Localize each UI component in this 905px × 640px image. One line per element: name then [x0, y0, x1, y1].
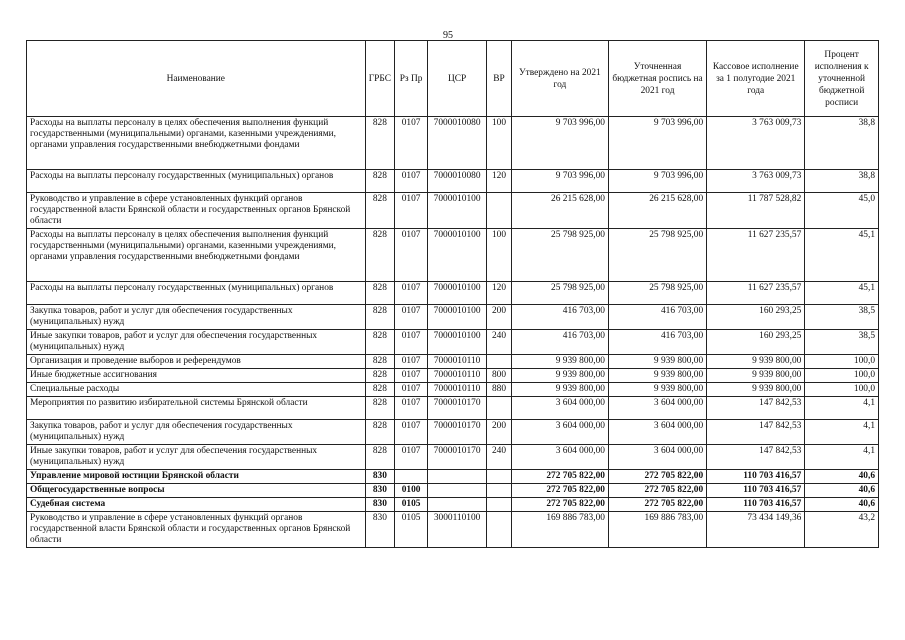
cell-rzpr: 0107 — [395, 170, 428, 193]
cell-cash: 160 293,25 — [707, 330, 805, 355]
table-row — [27, 512, 879, 548]
cell-vr: 120 — [487, 282, 512, 305]
cell-approved: 26 215 628,00 — [511, 193, 608, 229]
table-row — [27, 397, 879, 420]
header-grbs: ГРБС — [365, 41, 395, 117]
cell-csr: 7000010100 — [427, 330, 486, 355]
table-row — [27, 498, 879, 512]
cell-name: Закупка товаров, работ и услуг для обеспечения государственных (муниципальных) нужд — [27, 305, 366, 330]
cell-percent: 100,0 — [805, 355, 879, 369]
cell-rzpr: 0107 — [395, 330, 428, 355]
cell-name: Руководство и управление в сфере установленных функций органов государственной власти Брянской области и государственных органов Брянской области — [27, 193, 366, 229]
cell-vr: 240 — [487, 330, 512, 355]
header-rzpr: Рз Пр — [395, 41, 428, 117]
cell-grbs: 828 — [365, 397, 395, 420]
cell-percent: 38,5 — [805, 305, 879, 330]
cell-vr — [487, 397, 512, 420]
cell-name: Расходы на выплаты персоналу в целях обеспечения выполнения функций государственными (муниципальными) органами, казенными учреждениями, органами управления государственными внебюджетными фондами — [27, 229, 366, 282]
cell-cash: 3 763 009,73 — [707, 117, 805, 170]
header-percent: Процент исполнения к уточненной бюджетной росписи — [805, 41, 879, 117]
cell-refined: 3 604 000,00 — [608, 397, 706, 420]
cell-percent: 4,1 — [805, 420, 879, 445]
cell-approved: 272 705 822,00 — [511, 470, 608, 484]
cell-name: Управление мировой юстиции Брянской области — [27, 470, 366, 484]
header-cash: Кассовое исполнение за 1 полугодие 2021 года — [707, 41, 805, 117]
header-csr: ЦСР — [427, 41, 486, 117]
cell-refined: 272 705 822,00 — [608, 484, 706, 498]
cell-rzpr: 0107 — [395, 420, 428, 445]
cell-percent: 40,6 — [805, 498, 879, 512]
cell-approved: 272 705 822,00 — [511, 498, 608, 512]
cell-percent: 40,6 — [805, 470, 879, 484]
cell-name: Руководство и управление в сфере установленных функций органов государственной власти Брянской области и государственных органов Брянской области — [27, 512, 366, 548]
cell-rzpr — [395, 470, 428, 484]
cell-vr: 120 — [487, 170, 512, 193]
cell-name: Расходы на выплаты персоналу государственных (муниципальных) органов — [27, 282, 366, 305]
header-refined: Уточненная бюджетная роспись на 2021 год — [608, 41, 706, 117]
table-row — [27, 383, 879, 397]
cell-vr: 200 — [487, 305, 512, 330]
cell-rzpr: 0107 — [395, 305, 428, 330]
cell-vr — [487, 355, 512, 369]
cell-csr: 7000010100 — [427, 305, 486, 330]
cell-approved: 25 798 925,00 — [511, 282, 608, 305]
cell-vr — [487, 193, 512, 229]
cell-name: Иные закупки товаров, работ и услуг для обеспечения государственных (муниципальных) нужд — [27, 330, 366, 355]
cell-refined: 26 215 628,00 — [608, 193, 706, 229]
cell-vr — [487, 498, 512, 512]
cell-csr: 7000010170 — [427, 397, 486, 420]
cell-csr — [427, 498, 486, 512]
cell-refined: 3 604 000,00 — [608, 420, 706, 445]
cell-vr — [487, 512, 512, 548]
cell-name: Мероприятия по развитию избирательной системы Брянской области — [27, 397, 366, 420]
cell-rzpr: 0107 — [395, 383, 428, 397]
cell-approved: 9 939 800,00 — [511, 355, 608, 369]
cell-name: Судебная система — [27, 498, 366, 512]
cell-rzpr: 0100 — [395, 484, 428, 498]
cell-csr: 7000010110 — [427, 355, 486, 369]
cell-csr: 3000110100 — [427, 512, 486, 548]
cell-rzpr: 0105 — [395, 512, 428, 548]
cell-name: Иные закупки товаров, работ и услуг для обеспечения государственных (муниципальных) нужд — [27, 445, 366, 470]
cell-grbs: 828 — [365, 305, 395, 330]
cell-approved: 25 798 925,00 — [511, 229, 608, 282]
cell-vr: 880 — [487, 383, 512, 397]
cell-grbs: 828 — [365, 369, 395, 383]
cell-cash: 110 703 416,57 — [707, 484, 805, 498]
cell-name: Общегосударственные вопросы — [27, 484, 366, 498]
cell-refined: 416 703,00 — [608, 305, 706, 330]
cell-csr: 7000010110 — [427, 383, 486, 397]
table-row — [27, 470, 879, 484]
cell-percent: 100,0 — [805, 383, 879, 397]
cell-approved: 416 703,00 — [511, 330, 608, 355]
cell-grbs: 830 — [365, 484, 395, 498]
table-row — [27, 330, 879, 355]
cell-vr — [487, 470, 512, 484]
cell-vr: 100 — [487, 229, 512, 282]
cell-refined: 416 703,00 — [608, 330, 706, 355]
cell-percent: 38,5 — [805, 330, 879, 355]
table-row — [27, 282, 879, 305]
cell-cash: 11 627 235,57 — [707, 282, 805, 305]
cell-refined: 3 604 000,00 — [608, 445, 706, 470]
cell-name: Расходы на выплаты персоналу в целях обеспечения выполнения функций государственными (муниципальными) органами, казенными учреждениями, органами управления государственными внебюджетными фондами — [27, 117, 366, 170]
cell-name: Специальные расходы — [27, 383, 366, 397]
cell-grbs: 828 — [365, 420, 395, 445]
cell-approved: 9 939 800,00 — [511, 383, 608, 397]
cell-grbs: 828 — [365, 229, 395, 282]
cell-cash: 160 293,25 — [707, 305, 805, 330]
cell-csr: 7000010080 — [427, 117, 486, 170]
cell-refined: 9 703 996,00 — [608, 170, 706, 193]
cell-cash: 147 842,53 — [707, 397, 805, 420]
cell-percent: 38,8 — [805, 117, 879, 170]
cell-grbs: 828 — [365, 282, 395, 305]
cell-grbs: 828 — [365, 355, 395, 369]
cell-name: Организация и проведение выборов и референдумов — [27, 355, 366, 369]
cell-grbs: 828 — [365, 170, 395, 193]
cell-approved: 3 604 000,00 — [511, 445, 608, 470]
cell-cash: 11 787 528,82 — [707, 193, 805, 229]
cell-approved: 416 703,00 — [511, 305, 608, 330]
cell-percent: 4,1 — [805, 397, 879, 420]
table-row — [27, 193, 879, 229]
cell-percent: 45,0 — [805, 193, 879, 229]
cell-vr: 800 — [487, 369, 512, 383]
cell-approved: 169 886 783,00 — [511, 512, 608, 548]
cell-cash: 147 842,53 — [707, 445, 805, 470]
cell-cash: 9 939 800,00 — [707, 369, 805, 383]
cell-grbs: 828 — [365, 383, 395, 397]
cell-refined: 9 939 800,00 — [608, 355, 706, 369]
cell-grbs: 828 — [365, 193, 395, 229]
cell-vr: 100 — [487, 117, 512, 170]
cell-rzpr: 0107 — [395, 282, 428, 305]
cell-refined: 25 798 925,00 — [608, 282, 706, 305]
table-row — [27, 305, 879, 330]
cell-rzpr: 0107 — [395, 193, 428, 229]
header-row — [27, 41, 879, 117]
header-vr: ВР — [487, 41, 512, 117]
cell-grbs: 828 — [365, 445, 395, 470]
cell-rzpr: 0107 — [395, 445, 428, 470]
cell-rzpr: 0107 — [395, 397, 428, 420]
cell-approved: 9 703 996,00 — [511, 117, 608, 170]
cell-percent: 45,1 — [805, 282, 879, 305]
header-approved: Утверждено на 2021 год — [511, 41, 608, 117]
cell-rzpr: 0107 — [395, 355, 428, 369]
cell-grbs: 828 — [365, 330, 395, 355]
table-row — [27, 420, 879, 445]
cell-csr: 7000010080 — [427, 170, 486, 193]
cell-percent: 43,2 — [805, 512, 879, 548]
cell-cash: 110 703 416,57 — [707, 470, 805, 484]
cell-refined: 272 705 822,00 — [608, 470, 706, 484]
cell-grbs: 830 — [365, 498, 395, 512]
cell-cash: 9 939 800,00 — [707, 383, 805, 397]
cell-percent: 45,1 — [805, 229, 879, 282]
cell-approved: 9 939 800,00 — [511, 369, 608, 383]
cell-approved: 3 604 000,00 — [511, 397, 608, 420]
cell-csr: 7000010110 — [427, 369, 486, 383]
cell-refined: 9 939 800,00 — [608, 369, 706, 383]
cell-refined: 25 798 925,00 — [608, 229, 706, 282]
cell-refined: 9 703 996,00 — [608, 117, 706, 170]
cell-grbs: 828 — [365, 117, 395, 170]
cell-cash: 147 842,53 — [707, 420, 805, 445]
table-row — [27, 355, 879, 369]
cell-name: Расходы на выплаты персоналу государственных (муниципальных) органов — [27, 170, 366, 193]
cell-percent: 4,1 — [805, 445, 879, 470]
cell-approved: 3 604 000,00 — [511, 420, 608, 445]
table-row — [27, 117, 879, 170]
cell-approved: 9 703 996,00 — [511, 170, 608, 193]
cell-rzpr: 0107 — [395, 229, 428, 282]
cell-grbs: 830 — [365, 512, 395, 548]
cell-percent: 38,8 — [805, 170, 879, 193]
table-row — [27, 229, 879, 282]
cell-csr: 7000010100 — [427, 229, 486, 282]
cell-vr — [487, 484, 512, 498]
cell-name: Закупка товаров, работ и услуг для обеспечения государственных (муниципальных) нужд — [27, 420, 366, 445]
cell-cash: 9 939 800,00 — [707, 355, 805, 369]
cell-rzpr: 0107 — [395, 117, 428, 170]
cell-percent: 40,6 — [805, 484, 879, 498]
cell-vr: 200 — [487, 420, 512, 445]
cell-csr: 7000010170 — [427, 420, 486, 445]
cell-refined: 272 705 822,00 — [608, 498, 706, 512]
cell-refined: 9 939 800,00 — [608, 383, 706, 397]
cell-percent: 100,0 — [805, 369, 879, 383]
cell-cash: 11 627 235,57 — [707, 229, 805, 282]
header-name: Наименование — [27, 41, 366, 117]
cell-grbs: 830 — [365, 470, 395, 484]
cell-cash: 110 703 416,57 — [707, 498, 805, 512]
cell-name: Иные бюджетные ассигнования — [27, 369, 366, 383]
budget-table — [26, 40, 879, 548]
cell-vr: 240 — [487, 445, 512, 470]
cell-rzpr: 0107 — [395, 369, 428, 383]
cell-cash: 73 434 149,36 — [707, 512, 805, 548]
table-row — [27, 445, 879, 470]
cell-csr — [427, 484, 486, 498]
table-row — [27, 369, 879, 383]
cell-csr: 7000010100 — [427, 193, 486, 229]
cell-rzpr: 0105 — [395, 498, 428, 512]
cell-approved: 272 705 822,00 — [511, 484, 608, 498]
cell-refined: 169 886 783,00 — [608, 512, 706, 548]
page-number: 95 — [443, 30, 453, 41]
table-row — [27, 170, 879, 193]
cell-csr — [427, 470, 486, 484]
cell-csr: 7000010170 — [427, 445, 486, 470]
cell-cash: 3 763 009,73 — [707, 170, 805, 193]
table-row — [27, 484, 879, 498]
cell-csr: 7000010100 — [427, 282, 486, 305]
